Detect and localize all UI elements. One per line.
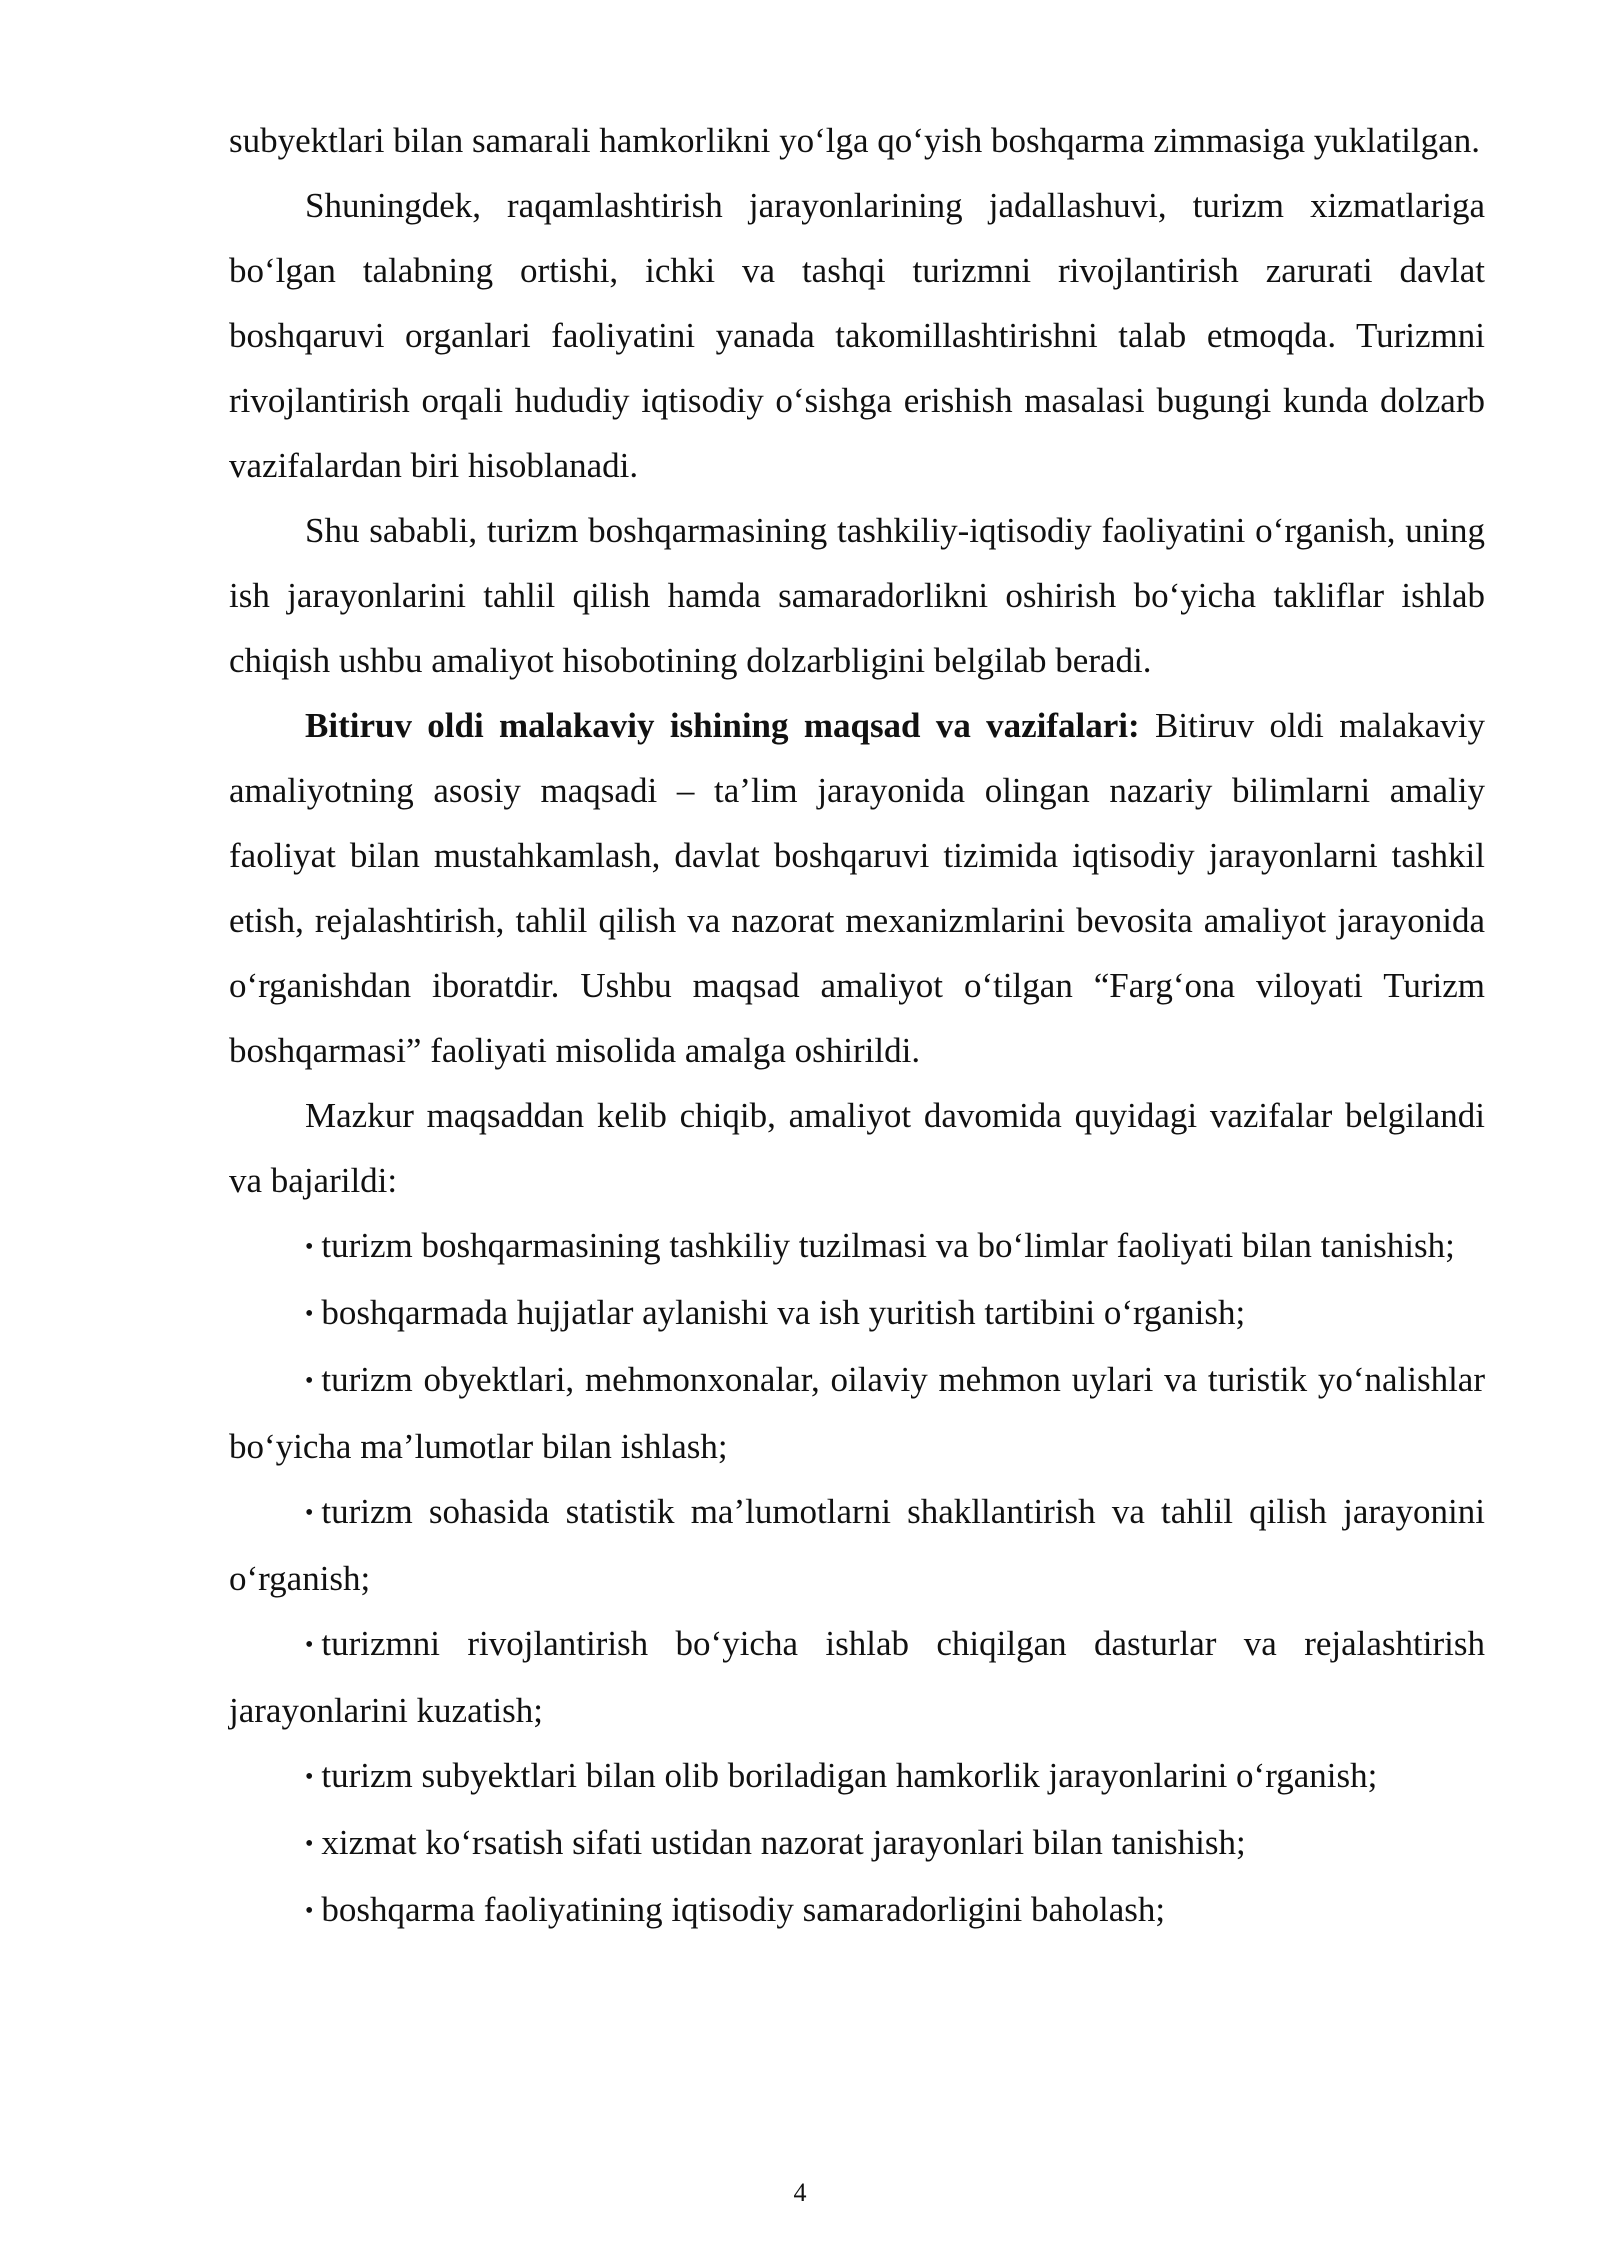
page-number: 4 bbox=[793, 2178, 807, 2207]
bullet-text: turizm subyektlari bilan olib boriladigan hamkorlik jarayonlarini o‘rganish; bbox=[321, 1756, 1378, 1795]
paragraph-continuation: subyektlari bilan samarali hamkorlikni yo‘lga qo‘yish boshqarma zimmasiga yuklatilgan. bbox=[229, 121, 1480, 160]
goals-text: Bitiruv oldi malakaviy amaliyotning asosiy maqsadi – ta’lim jarayonida olingan nazariy bilimlarni amaliy faoliyat bilan mustahkamlash, davlat boshqaruvi tizimida iqtisodiy jarayonlarni tashkil etish, rejalashtirish, tahlil qilish va nazorat mexanizmlarini bevosita amaliyot jarayonida o‘rganishdan iboratdir. Ushbu maqsad amaliyot o‘tilgan “Farg‘ona viloyati Turizm boshqarmasi” faoliyati misolida amalga oshirildi. bbox=[229, 706, 1485, 1070]
bullet-text: turizmni rivojlantirish bo‘yicha ishlab chiqilgan dasturlar va rejalashtirish jarayonlarini kuzatish; bbox=[229, 1624, 1485, 1730]
bullet-icon: • bbox=[305, 1632, 314, 1658]
goals-heading: Bitiruv oldi malakaviy ishining maqsad va vazifalari: bbox=[305, 706, 1140, 745]
bullet-icon: • bbox=[305, 1234, 314, 1260]
bullet-icon: • bbox=[305, 1500, 314, 1526]
bullet-item bbox=[229, 1611, 1485, 1743]
paragraph-tasks-intro: Mazkur maqsaddan kelib chiqib, amaliyot davomida quyidagi vazifalar belgilandi va bajarildi: bbox=[229, 1096, 1485, 1200]
document-body bbox=[229, 108, 1485, 1944]
bullet-icon: • bbox=[305, 1301, 314, 1327]
paragraph-digitalization: Shuningdek, raqamlashtirish jarayonlarining jadallashuvi, turizm xizmatlariga bo‘lgan talabning ortishi, ichki va tashqi turizmni rivojlantirish zarurati davlat boshqaruvi organlari faoliyatini yanada takomillashtirishni talab etmoqda. Turizmni rivojlantirish orqali hududiy iqtisodiy o‘sishga erishish masalasi bugungi kunda dolzarb vazifalardan biri hisoblanadi. bbox=[229, 186, 1485, 485]
bullet-text: turizm sohasida statistik ma’lumotlarni shakllantirish va tahlil qilish jarayonini o‘rganish; bbox=[229, 1492, 1485, 1598]
bullet-text: xizmat ko‘rsatish sifati ustidan nazorat jarayonlari bilan tanishish; bbox=[321, 1823, 1246, 1862]
bullet-item bbox=[229, 1743, 1485, 1810]
bullet-item bbox=[229, 1213, 1485, 1280]
paragraph-goals bbox=[229, 693, 1485, 1083]
bullet-item bbox=[229, 1347, 1485, 1479]
paragraph-relevance: Shu sababli, turizm boshqarmasining tashkiliy-iqtisodiy faoliyatini o‘rganish, uning ish jarayonlarini tahlil qilish hamda samaradorlikni oshirish bo‘yicha takliflar ishlab chiqish ushbu amaliyot hisobotining dolzarbligini belgilab beradi. bbox=[229, 511, 1485, 680]
bullet-item bbox=[229, 1810, 1485, 1877]
bullet-text: turizm boshqarmasining tashkiliy tuzilmasi va bo‘limlar faoliyati bilan tanishish; bbox=[321, 1226, 1455, 1265]
bullet-text: turizm obyektlari, mehmonxonalar, oilaviy mehmon uylari va turistik yo‘nalishlar bo‘yicha ma’lumotlar bilan ishlash; bbox=[229, 1360, 1485, 1466]
bullet-text: boshqarmada hujjatlar aylanishi va ish yuritish tartibini o‘rganish; bbox=[321, 1293, 1246, 1332]
bullet-icon: • bbox=[305, 1831, 314, 1857]
bullet-icon: • bbox=[305, 1898, 314, 1924]
bullet-icon: • bbox=[305, 1368, 314, 1394]
bullet-item bbox=[229, 1877, 1485, 1944]
bullet-item bbox=[229, 1280, 1485, 1347]
bullet-text: boshqarma faoliyatining iqtisodiy samaradorligini baholash; bbox=[321, 1890, 1166, 1929]
bullet-icon: • bbox=[305, 1764, 314, 1790]
bullet-item bbox=[229, 1479, 1485, 1611]
